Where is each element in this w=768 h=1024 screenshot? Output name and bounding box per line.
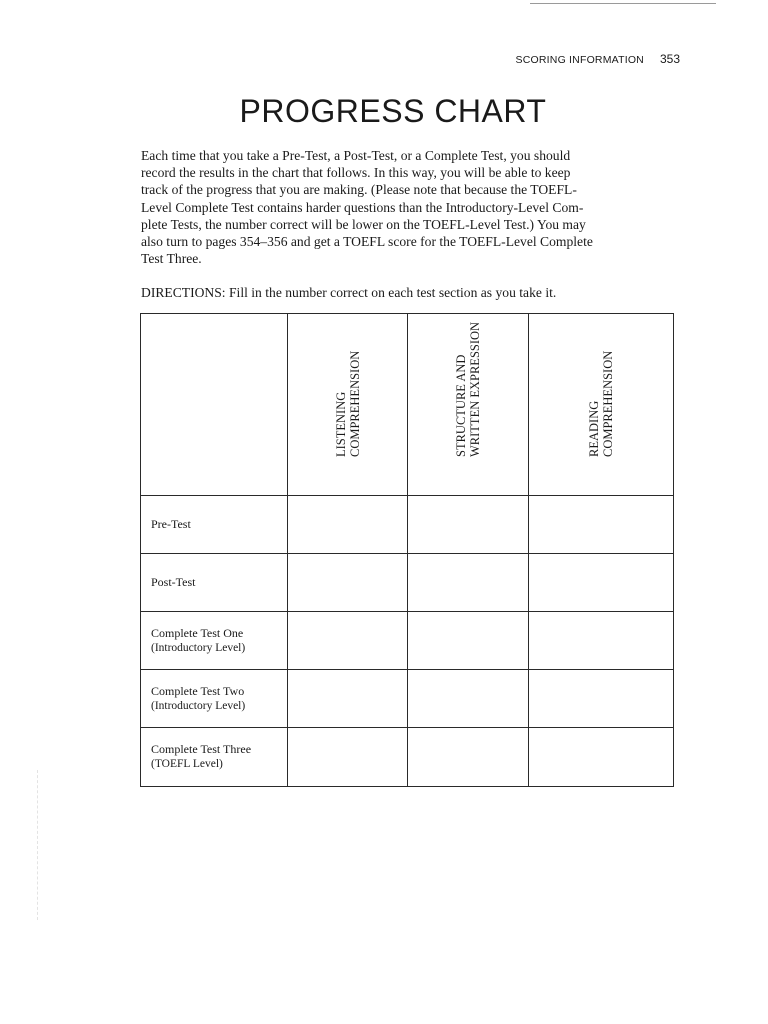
- directions-text: DIRECTIONS: Fill in the number correct on each test section as you take it.: [141, 285, 557, 300]
- row-label-subtext: (TOEFL Level): [151, 758, 223, 770]
- column-header-reading: [529, 314, 674, 496]
- column-header-structure: [408, 314, 529, 496]
- score-cell-listening[interactable]: [288, 496, 408, 554]
- row-label-complete-test-two: [141, 670, 288, 728]
- row-label-complete-test-one: [141, 612, 288, 670]
- score-cell-reading[interactable]: [529, 612, 674, 670]
- row-label-pre-test: [141, 496, 288, 554]
- column-header-line: STRUCTURE AND: [454, 354, 468, 457]
- column-header-line: READING: [587, 400, 601, 457]
- top-rule: [530, 3, 716, 4]
- intro-line: Each time that you take a Pre-Test, a Post-Test, or a Complete Test, you should: [141, 148, 571, 163]
- row-label-post-test: [141, 554, 288, 612]
- score-cell-reading[interactable]: [529, 728, 674, 787]
- score-cell-listening[interactable]: [288, 554, 408, 612]
- intro-line: plete Tests, the number correct will be lower on the TOEFL-Level Test.) You may: [141, 216, 586, 232]
- score-cell-structure[interactable]: [408, 554, 529, 612]
- score-cell-reading[interactable]: [529, 554, 674, 612]
- score-cell-reading[interactable]: [529, 670, 674, 728]
- chart-header-row: [141, 314, 674, 496]
- row-label-complete-test-three: [141, 728, 288, 787]
- table-row: [141, 554, 674, 612]
- corner-cell: [141, 314, 288, 496]
- score-cell-listening[interactable]: [288, 670, 408, 728]
- intro-line: Level Complete Test contains harder questions than the Introductory-Level Com-: [141, 199, 584, 215]
- row-label-text: Complete Test Three: [151, 742, 252, 756]
- intro-line: also turn to pages 354–356 and get a TOEFL score for the TOEFL-Level Complete: [141, 234, 593, 250]
- table-row: [141, 670, 674, 728]
- row-label-text: Complete Test Two: [151, 683, 245, 698]
- score-cell-structure[interactable]: [408, 612, 529, 670]
- running-head: [470, 52, 680, 70]
- column-header-line: COMPREHENSION: [601, 350, 615, 457]
- row-label-text: Post-Test: [151, 575, 196, 589]
- score-cell-listening[interactable]: [288, 728, 408, 787]
- column-header-listening: [288, 314, 408, 496]
- intro-line: Test Three.: [141, 251, 202, 267]
- score-cell-structure[interactable]: [408, 670, 529, 728]
- score-cell-structure[interactable]: [408, 728, 529, 787]
- column-header-line: WRITTEN EXPRESSION: [468, 321, 482, 457]
- column-header-line: COMPREHENSION: [347, 350, 362, 457]
- score-cell-reading[interactable]: [529, 496, 674, 554]
- intro-paragraph: [141, 147, 649, 267]
- scan-margin-mark: [37, 770, 38, 920]
- table-row: [141, 612, 674, 670]
- running-head-section: SCORING INFORMATION: [515, 54, 644, 66]
- progress-chart-table: [140, 313, 674, 787]
- page-title: PROGRESS CHART: [239, 93, 547, 129]
- score-cell-listening[interactable]: [288, 612, 408, 670]
- row-label-subtext: (Introductory Level): [151, 641, 246, 654]
- row-label-subtext: (Introductory Level): [151, 699, 246, 712]
- row-label-text: Pre-Test: [151, 517, 191, 531]
- intro-line: track of the progress that you are making. (Please note that because the TOEFL-: [141, 182, 577, 198]
- page-number: 353: [659, 52, 680, 66]
- table-row: [141, 728, 674, 787]
- score-cell-structure[interactable]: [408, 496, 529, 554]
- table-row: [141, 496, 674, 554]
- column-header-line: LISTENING: [333, 391, 348, 457]
- intro-line: record the results in the chart that follows. In this way, you will be able to keep: [141, 165, 571, 181]
- row-label-text: Complete Test One: [151, 625, 244, 640]
